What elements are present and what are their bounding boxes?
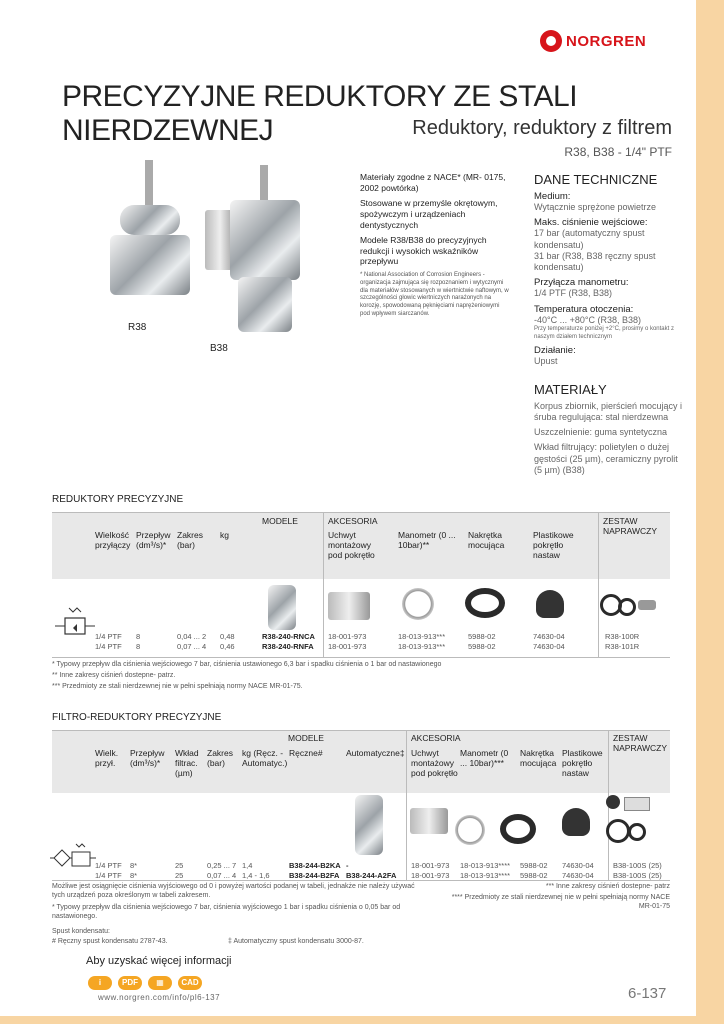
table2-cell: B38-244-A2FA xyxy=(346,871,397,880)
table2-cell: 8* xyxy=(130,871,138,880)
table2-cell: B38-100S (25) xyxy=(613,861,662,870)
page-title: PRECYZYJNE REDUKTORY ZE STALI NIERDZEWNEJ xyxy=(62,80,578,147)
table2-cell: 74630-04 xyxy=(562,861,594,870)
gauge-port-value: 1/4 PTF (R38, B38) xyxy=(534,288,613,299)
pressure-gauge-icon xyxy=(402,588,434,620)
table1-repair-kit-header: ZESTAW NAPRAWCZY xyxy=(603,516,657,537)
operation-value: Upust xyxy=(534,356,558,367)
medium-label: Medium: xyxy=(534,191,571,202)
table2-models-header: MODELE xyxy=(288,733,324,743)
table1-cell: 18-013-913*** xyxy=(398,642,446,651)
table1-col-kg: kg xyxy=(220,530,229,540)
table2-col-bracket: Uchwyt montażowy pod pokrętło xyxy=(411,748,458,779)
panel-nut-icon-2 xyxy=(500,814,536,844)
b38-thumbnail-image xyxy=(355,795,383,855)
page-subtitle: Reduktory, reduktory z filtrem xyxy=(412,117,672,139)
table2-col-manual: Ręczne# xyxy=(289,748,323,758)
materials-heading: MATERIAŁY xyxy=(534,381,607,397)
info-url[interactable]: www.norgren.com/info/pl6-137 xyxy=(98,993,221,1002)
table2-footnote-1: Możliwe jest osiągnięcie ciśnienia wyjściowego od 0 i powyżej wartości podanej w tabeli, jednakże nie należy używać tych urządzeń poza określonym w tabeli zakresem. xyxy=(52,883,415,900)
table1-cell: R38-100R xyxy=(605,632,640,641)
table1-cell: 0,46 xyxy=(220,642,235,651)
mounting-bracket-icon-2 xyxy=(410,808,448,834)
table2-col-flow: Przepływ (dm³/s)* xyxy=(130,748,165,769)
table1-title: REDUKTORY PRECYZYJNE xyxy=(52,494,184,505)
brand-logo xyxy=(540,30,646,52)
drain-auto: ‡ Automatyczny spust kondensatu 3000-87. xyxy=(228,938,364,945)
table2-repair-kit-header: ZESTAW NAPRAWCZY xyxy=(613,733,667,754)
product-description xyxy=(360,172,510,324)
b38-product-image xyxy=(205,165,305,335)
table1-cell: 5988-02 xyxy=(468,642,496,651)
adjusting-knob-icon xyxy=(536,590,564,618)
table1-cell: 1/4 PTF xyxy=(95,632,122,641)
table2-col-gauge: Manometr (0 ... 10bar)*** xyxy=(460,748,509,769)
gauge-port-label: Przyłącza manometru: xyxy=(534,277,629,289)
table1-cell: 0,48 xyxy=(220,632,235,641)
table1-cell: 18-001-973 xyxy=(328,632,367,641)
table2-accessories-header: AKCESORIA xyxy=(411,733,461,743)
table1-cell: R38-240-RNFA xyxy=(262,642,314,651)
nace-footnote: * National Association of Corrosion Engineers - organizacja zajmująca się rozpoznaniem i wytycznymi dla materiałów stosowanych w wiertnictwie naftowym, w szczególności głowic wiertniczych narażonych na korozję, spowodowaną pęknięciami naprężeniowymi pod wpływem siarczanów. xyxy=(360,272,509,317)
regulator-symbol-icon xyxy=(55,604,95,640)
b38-label: B38 xyxy=(210,343,228,354)
brand-name: NORGREN xyxy=(566,32,647,50)
table2-cell: 0,25 ... 7 xyxy=(207,861,237,870)
adjusting-knob-icon-2 xyxy=(562,808,590,836)
cad-button[interactable]: CAD xyxy=(178,976,202,990)
table2-cell: 18-001-973 xyxy=(411,871,450,880)
table2-col-auto: Automatyczne‡ xyxy=(346,748,405,758)
table1-models-header: MODELE xyxy=(262,516,298,526)
table1-footnote-3: *** Przedmioty ze stali nierdzewnej nie w pełni spełniają normy NACE MR-01-75. xyxy=(52,683,303,690)
table2-col-filter: Wkład filtrac. (µm) xyxy=(175,748,199,779)
table1-cell: 74630-04 xyxy=(533,632,565,641)
r38-product-image xyxy=(110,160,190,310)
table1-cell: 0,04 ... 2 xyxy=(177,632,207,641)
table1-footnote-2: ** Inne zakresy ciśnień dostepne- patrz. xyxy=(52,672,176,679)
mounting-bracket-icon xyxy=(328,592,370,620)
table1-cell: 74630-04 xyxy=(533,642,565,651)
medium-value: Wytącznie sprężone powietrze xyxy=(534,202,656,212)
table1-cell: 5988-02 xyxy=(468,632,496,641)
table2-cell: 18-013-913**** xyxy=(460,861,511,870)
table2-cell: B38-244-B2FA xyxy=(289,871,340,880)
table1-cell: 18-013-913*** xyxy=(398,632,446,641)
max-pressure-value-auto: 17 bar (automatyczny spust kondensatu) xyxy=(534,228,645,250)
material-filter: Wkład filtrujący: polietylen o dużej gęstości (25 µm), ceramiczny pyrolit (5 µm) (B38) xyxy=(534,442,678,475)
info-button[interactable]: i xyxy=(88,976,112,990)
repair-kit-icon xyxy=(600,590,660,620)
nace-compliance-text: Materiały zgodne z NACE* (MR- 0175, 2002 powtórka) xyxy=(360,172,506,193)
table2-col-knob: Plastikowe pokrętło nastaw xyxy=(562,748,603,779)
table1-col-knob: Plastikowe pokrętło nastaw xyxy=(533,530,574,561)
model-range: R38, B38 - 1/4" PTF xyxy=(564,145,672,159)
table2-cell: 1/4 PTF xyxy=(95,871,122,880)
table1-col-range: Zakres (bar) xyxy=(177,530,203,551)
table1-cell: R38-101R xyxy=(605,642,640,651)
r38-thumbnail-image xyxy=(268,585,296,630)
table2-cell: 18-001-973 xyxy=(411,861,450,870)
table2-title: FILTRO-REDUKTORY PRECYZYJNE xyxy=(52,712,222,723)
table1-cell: 0,07 ... 4 xyxy=(177,642,207,651)
table1-col-nut: Nakrętka mocująca xyxy=(468,530,505,551)
panel-nut-icon xyxy=(465,588,505,618)
max-pressure-value-manual: 31 bar (R38, B38 ręczny spust kondensatu) xyxy=(534,250,656,272)
table2-cell: 5988-02 xyxy=(520,871,548,880)
drain-title: Spust kondensatu: xyxy=(52,928,110,935)
pressure-gauge-icon-2 xyxy=(455,815,485,845)
material-body: Korpus zbiornik, pierścień mocujący i śruba regulująca: stal nierdzewna xyxy=(534,400,683,422)
table2-cell: 25 xyxy=(175,871,184,880)
info-links xyxy=(88,972,208,990)
pdf-button[interactable]: PDF xyxy=(118,976,142,990)
filter-regulator-symbol-icon xyxy=(50,840,96,876)
table1-col-flow: Przepływ (dm³/s)* xyxy=(136,530,171,551)
temperature-label: Temperatura otoczenia: xyxy=(534,303,634,315)
table1-cell: 1/4 PTF xyxy=(95,642,122,651)
table2-cell: B38-244-B2KA xyxy=(289,861,341,870)
table2-footnote-4: **** Przedmioty ze stali nierdzewnej nie w pełni spełniają normy NACE MR-01-75 xyxy=(451,894,670,911)
side-accent-bar xyxy=(696,0,724,1024)
applications-text: Stosowane w przemyśle okrętowym, spożywczym i urządzeniach dentystycznych xyxy=(360,198,498,230)
table2-cell: 0,07 ... 4 xyxy=(207,871,237,880)
more-info-heading: Aby uzyskać więcej informacji xyxy=(86,955,232,967)
table1-accessories-header: AKCESORIA xyxy=(328,516,378,526)
catalog-button[interactable]: ▦ xyxy=(148,976,172,990)
table1-cell: 18-001-973 xyxy=(328,642,367,651)
table2-cell: B38-100S (25) xyxy=(613,871,662,880)
technical-data xyxy=(534,172,684,476)
table2-cell: 25 xyxy=(175,861,184,870)
max-pressure-label: Maks. ciśnienie wejściowe: xyxy=(534,217,648,229)
table1-col-size: Wielkość przyłączy xyxy=(95,530,131,551)
table2-col-kg: kg (Ręcz. - Automatyc.) xyxy=(242,748,288,769)
operation-label: Działanie: xyxy=(534,345,576,357)
table2-col-nut: Nakrętka mocująca xyxy=(520,748,557,769)
table2-cell: 18-013-913**** xyxy=(460,871,511,880)
table2-cell: 1,4 - 1,6 xyxy=(242,871,270,880)
table2-cell: 5988-02 xyxy=(520,861,548,870)
models-text: Modele R38/B38 do precyzyjnych redukcji i wysokich wskaźników przepływu xyxy=(360,235,487,267)
table2-cell: - xyxy=(346,861,349,870)
table2-col-size: Wielk. przył. xyxy=(95,748,119,769)
table1-cell: R38-240-RNCA xyxy=(262,632,315,641)
temperature-value: -40°C ... +80°C (R38, B38) xyxy=(534,314,641,325)
temperature-note: Przy temperaturze poniżej +2°C, prosimy o kontakt z naszym działem technicznym xyxy=(534,325,674,340)
table2-cell: 8* xyxy=(130,861,138,870)
table2-footnote-3: *** Inne zakresy ciśnień dostepne- patrz xyxy=(545,883,670,890)
table2-cell: 74630-04 xyxy=(562,871,594,880)
drain-manual: # Ręczny spust kondensatu 2787-43. xyxy=(52,938,168,945)
technical-data-heading: DANE TECHNICZNE xyxy=(534,172,658,187)
page-number: 6-137 xyxy=(628,985,667,1002)
table2-col-range: Zakres (bar) xyxy=(207,748,233,769)
table1-cell: 8 xyxy=(136,642,141,651)
table1-footnote-1: * Typowy przepływ dla ciśnienia wejściowego 7 bar, ciśnienia ustawionego 6,3 bar i spadku ciśnienia o 1 bar od nastawionego xyxy=(52,661,442,668)
r38-label: R38 xyxy=(128,322,147,333)
table1-col-bracket: Uchwyt montażowy pod pokrętło xyxy=(328,530,375,561)
norgren-logo-icon xyxy=(540,30,562,52)
table2-footnote-2: * Typowy przepływ dla ciśnienia wejściowego 7 bar, ciśnienia wyjściowego 1 bar i spadku ciśnienia o 0,05 bar od nastawionego. xyxy=(52,904,401,921)
material-seal: Uszczelnienie: guma syntetyczna xyxy=(534,427,668,438)
table2-cell: 1/4 PTF xyxy=(95,861,122,870)
table1-cell: 8 xyxy=(136,632,141,641)
repair-kit-icon-2 xyxy=(606,795,666,850)
table1-col-gauge: Manometr (0 ... 10bar)** xyxy=(398,530,456,551)
table2-cell: 1,4 xyxy=(242,861,253,870)
bottom-accent-bar xyxy=(0,1016,724,1024)
